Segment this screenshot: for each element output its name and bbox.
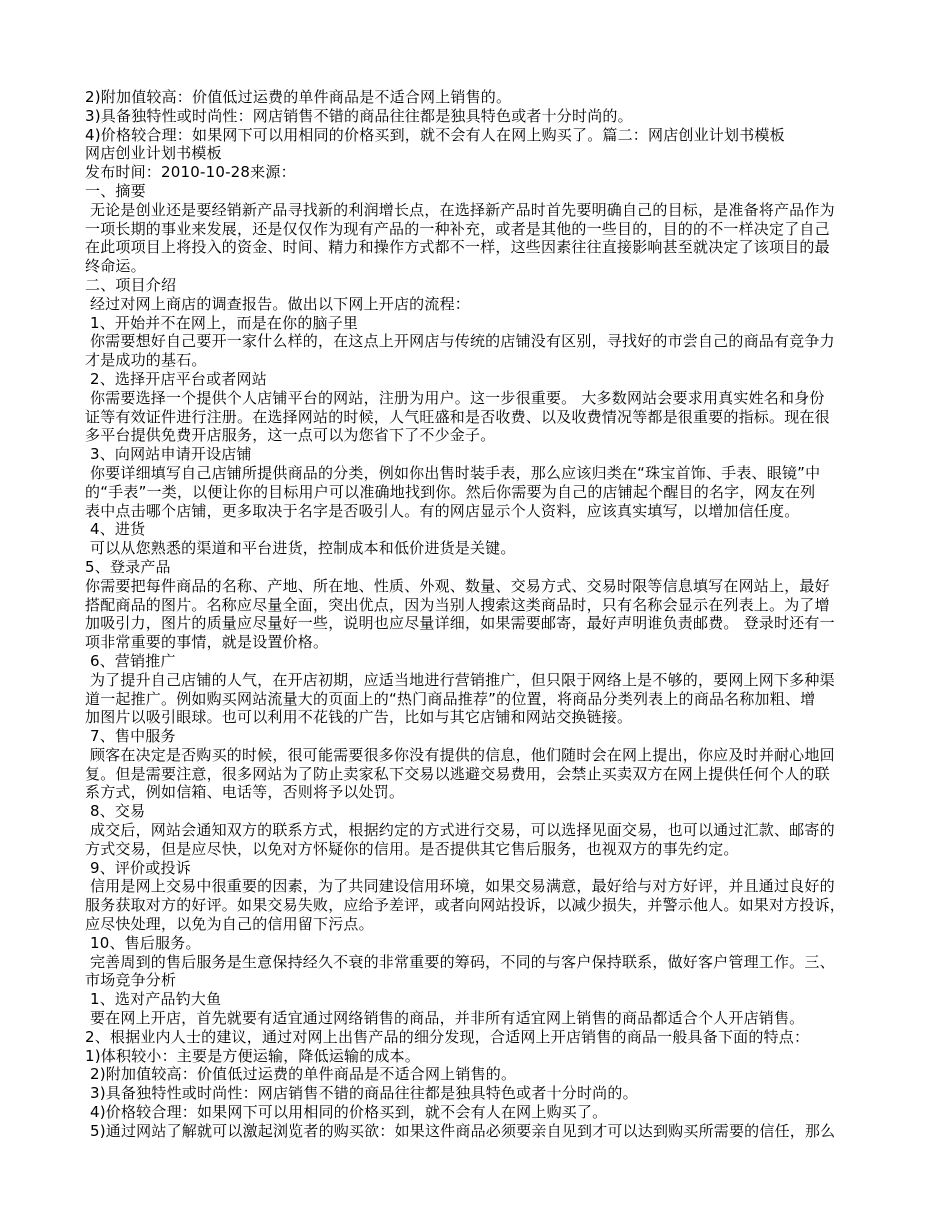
text-line: 9、评价或投诉	[85, 858, 191, 877]
text-line: 无论是创业还是要经销新产品寻找新的利润增长点，在选择新产品时首先要明确自己的目标，是准备将产品作为	[85, 200, 835, 219]
text-line: 在此项项目上将投入的资金、时间、精力和操作方式都不一样，这些因素往往直接影响甚至就决定了该项目的最	[85, 238, 830, 257]
text-line: 服务获取对方的好评。如果交易失败，应给予差评，或者向网站投诉，以减少损失，并警示他人。如果对方投诉，	[85, 896, 846, 915]
text-line: 加图片以吸引眼球。也可以利用不花钱的广告，比如与其它店铺和网站交换链接。	[85, 708, 633, 727]
text-line: 4)价格较合理：如果网下可以用相同的价格买到，就不会有人在网上购买了。	[85, 1103, 608, 1122]
text-line: 顾客在决定是否购买的时候，很可能需要很多你没有提供的信息，他们随时会在网上提出，你应及时并耐心地回	[85, 745, 835, 764]
text-line: 一项长期的事业来发展，还是仅仅作为现有产品的一种补充，或者是其他的一些目的，目的的不一样决定了自己	[85, 219, 830, 238]
text-line: 3、向网站申请开设店铺	[85, 445, 252, 464]
text-line: 2、根据业内人士的建议，通过对网上出售产品的细分发现，合适网上开店销售的商品一般具备下面的特点：	[85, 1027, 810, 1046]
text-line: 2、选择开店平台或者网站	[85, 369, 267, 388]
text-line: 复。但是需要注意，很多网站为了防止卖家私下交易以逃避交易费用，会禁止买卖双方在网上提供任何个人的联	[85, 764, 830, 783]
text-line: 2)附加值较高：价值低过运费的单件商品是不适合网上销售的。	[85, 1065, 517, 1084]
text-line: 市场竞争分析	[85, 971, 177, 990]
text-line: 6、营销推广	[85, 651, 176, 670]
text-line: 二、项目介绍	[85, 275, 177, 294]
text-line: 你需要选择一个提供个人店铺平台的网站，注册为用户。这一步很重要。 大多数网站会要求用真实姓名和身份	[85, 388, 825, 407]
text-line: 3)具备独特性或时尚性：网店销售不错的商品往往都是独具特色或者十分时尚的。	[85, 106, 633, 125]
text-line: 5)通过网站了解就可以激起浏览者的购买欲：如果这件商品必须要亲自见到才可以达到购买所需要的信任，那么	[85, 1121, 836, 1140]
text-line: 多平台提供免费开店服务，这一点可以为您省下了不少金子。	[85, 426, 496, 445]
text-line: 1、选对产品钓大鱼	[85, 990, 222, 1009]
text-line: 1)体积较小：主要是方便运输，降低运输的成本。	[85, 1046, 420, 1065]
text-line: 证等有效证件进行注册。在选择网站的时候，人气旺盛和是否收费、以及收费情况等都是很重要的指标。现在很	[85, 407, 830, 426]
text-line: 应尽快处理，以免为自己的信用留下污点。	[85, 915, 374, 934]
text-line: 你需要把每件商品的名称、产地、所在地、性质、外观、数量、交易方式、交易时限等信息填写在网站上，最好	[85, 576, 830, 595]
text-line: 项非常重要的事情，就是设置价格。	[85, 633, 329, 652]
text-line: 4、进货	[85, 520, 146, 539]
text-lines	[85, 88, 890, 1141]
text-line: 一、摘要	[85, 181, 146, 200]
text-line: 成交后，网站会通知双方的联系方式，根据约定的方式进行交易，可以选择见面交易，也可以通过汇款、邮寄的	[85, 821, 835, 840]
text-line: 网店创业计划书模板	[85, 144, 222, 163]
text-line: 完善周到的售后服务是生意保持经久不衰的非常重要的筹码，不同的与客户保持联系，做好客户管理工作。三、	[85, 952, 835, 971]
text-line: 加吸引力，图片的质量应尽量好一些，说明也应尽量详细，如果需要邮寄，最好声明谁负责邮费。 登录时还有一	[85, 614, 835, 633]
text-line: 5、登录产品	[85, 557, 171, 576]
text-line: 方式交易，但是应尽快，以免对方怀疑你的信用。是否提供其它售后服务，也视双方的事先约定。	[85, 839, 739, 858]
text-line: 经过对网上商店的调查报告。做出以下网上开店的流程：	[85, 294, 470, 313]
text-line: 3)具备独特性或时尚性：网店销售不错的商品往往都是独具特色或者十分时尚的。	[85, 1084, 638, 1103]
text-line: 10、售后服务。	[85, 933, 201, 952]
text-line: 4)价格较合理：如果网下可以用相同的价格买到，就不会有人在网上购买了。篇二：网店创业计划书模板	[85, 125, 785, 144]
text-line: 为了提升自己店铺的人气，在开店初期，应适当地进行营销推广，但只限于网络上是不够的，要网上网下多种渠	[85, 670, 835, 689]
text-line: 8、交易	[85, 802, 146, 821]
text-line: 搭配商品的图片。名称应尽量全面，突出优点，因为当别人搜索这类商品时，只有名称会显示在列表上。为了增	[85, 595, 830, 614]
text-line: 终命运。	[85, 257, 146, 276]
text-line: 可以从您熟悉的渠道和平台进货，控制成本和低价进货是关键。	[85, 539, 516, 558]
text-line: 你需要想好自己要开一家什么样的，在这点上开网店与传统的店铺没有区别，寻找好的市尝自己的商品有竞争力	[85, 332, 835, 351]
text-line: 2)附加值较高：价值低过运费的单件商品是不适合网上销售的。	[85, 88, 512, 106]
text-line: 要在网上开店，首先就要有适宜通过网络销售的商品，并非所有适宜网上销售的商品都适合个人开店销售。	[85, 1009, 805, 1028]
text-line: 道一起推广。例如购买网站流量大的页面上的“热门商品推荐”的位置，将商品分类列表上的商品名称加粗、增	[85, 689, 816, 708]
text-line: 信用是网上交易中很重要的因素，为了共同建设信用环境，如果交易满意，最好给与对方好评，并且通过良好的	[85, 877, 835, 896]
text-line: 系方式，例如信箱、电话等，否则将予以处罚。	[85, 783, 405, 802]
text-line: 表中点击哪个店铺，更多取决于名字是否吸引人。有的网店显示个人资料，应该真实填写，以增加信任度。	[85, 501, 800, 520]
text-line: 发布时间：2010-10-28来源：	[85, 163, 296, 182]
text-line: 7、售中服务	[85, 727, 176, 746]
text-line: 的“手表”一类，以便让你的目标用户可以准确地找到你。然后你需要为自己的店铺起个醒目的名字，网友在列	[85, 482, 816, 501]
text-line: 你要详细填写自己店铺所提供商品的分类，例如你出售时装手表，那么应该归类在“珠宝首饰、手表、眼镜”中	[85, 463, 821, 482]
text-line: 才是成功的基石。	[85, 351, 207, 370]
text-line: 1、开始并不在网上，而是在你的脑子里	[85, 313, 359, 332]
